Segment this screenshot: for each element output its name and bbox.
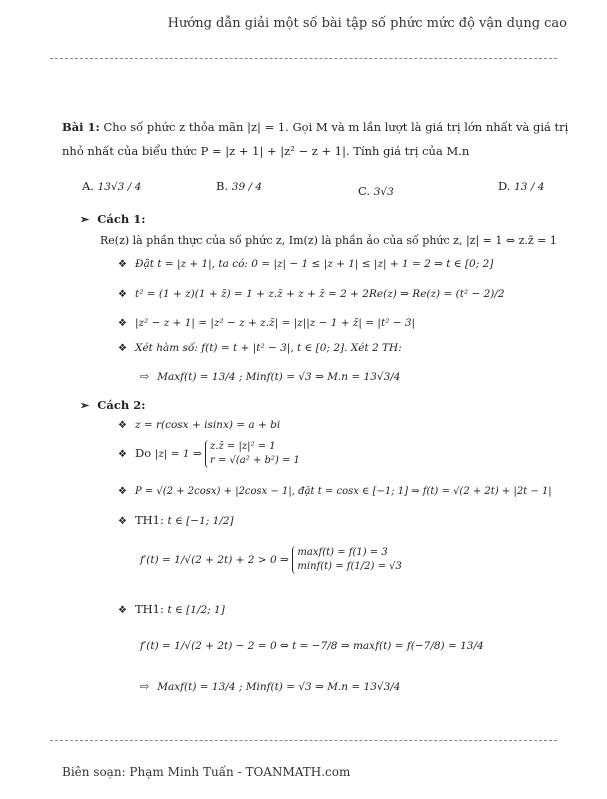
method1-step-1: ❖ Đặt t = |z + 1|, ta có: 0 = |z| − 1 ≤ |z + 1| ≤ |z| + 1 = 2 ⇒ t ∈ [0; 2] xyxy=(118,258,494,270)
method1-intro: Re(z) là phần thực của số phức z, Im(z) là phần ảo của số phức z, |z| = 1 ⇔ z.z̄ = 1 xyxy=(100,234,557,247)
problem-text-1: Cho số phức z thỏa mãn |z| = 1. Gọi M và m lần lượt là giá trị lớn nhất và giá trị xyxy=(103,120,569,134)
arrow-bullet-icon: ➢ xyxy=(80,213,90,226)
method2-case-2-derivative: f′(t) = 1/√(2 + 2t) − 2 = 0 ⇔ t = −7/8 ⇒ maxf(t) = f(−7/8) = 13/4 xyxy=(140,640,484,652)
choice-c-value: 3√3 xyxy=(373,186,394,198)
method1-result: ⇨ Maxf(t) = 13/4 ; Minf(t) = √3 ⇒ M.n = 13√3/4 xyxy=(140,370,401,383)
page-footer: Biên soạn: Phạm Minh Tuấn - TOANMATH.com xyxy=(62,765,351,779)
choice-a-value: 13√3 / 4 xyxy=(97,181,142,193)
diamond-bullet-icon: ❖ xyxy=(118,259,127,270)
implies-arrow-icon: ⇨ xyxy=(140,370,150,383)
method1-step-2: ❖ t² = (1 + z)(1 + z̄) = 1 + z.z̄ + z + z̄ = 2 + 2Re(z) ⇒ Re(z) = (t² − 2)/2 xyxy=(118,288,505,300)
diamond-bullet-icon: ❖ xyxy=(118,420,127,431)
method2-step-1: ❖ z = r(cosx + isinx) = a + bi xyxy=(118,419,281,431)
problem-label: Bài 1: xyxy=(62,120,100,134)
footer-divider xyxy=(50,740,557,741)
method2-result: ⇨ Maxf(t) = 13/4 ; Minf(t) = √3 ⇒ M.n = 13√3/4 xyxy=(140,680,401,693)
choice-b xyxy=(216,180,262,194)
diamond-bullet-icon: ❖ xyxy=(118,486,127,497)
method2-step-2: ❖ Do |z| = 1 ⇒ z.z̄ = |z|² = 1 r = √(a² + b²) = 1 xyxy=(118,441,300,466)
choice-a-label: A. xyxy=(82,179,94,193)
method1-step-3: ❖ |z² − z + 1| = |z² − z + z.z̄| = |z||z − 1 + z̄| = |t² − 3| xyxy=(118,317,416,329)
choice-c xyxy=(358,185,394,199)
method2-step-3: ❖ P = √(2 + 2cosx) + |2cosx − 1|, đặt t = cosx ∈ [−1; 1] ⇒ f(t) = √(2 + 2t) + |2t − 1| xyxy=(118,486,552,497)
choice-b-value: 39 / 4 xyxy=(231,181,263,193)
choice-b-label: B. xyxy=(216,179,229,193)
method2-heading: ➢ Cách 2: xyxy=(80,398,146,412)
method2-case-1-derivative: f′(t) = 1/√(2 + 2t) + 2 > 0 ⇒ maxf(t) = f(1) = 3 minf(t) = f(1/2) = √3 xyxy=(140,547,402,572)
choice-a xyxy=(82,180,141,194)
diamond-bullet-icon: ❖ xyxy=(118,318,127,329)
problem-text-2: nhỏ nhất của biểu thức P = |z + 1| + |z² − z + 1|. Tính giá trị của M.n xyxy=(62,144,470,158)
choice-c-label: C. xyxy=(358,184,371,198)
choice-d xyxy=(498,180,544,194)
method2-case-1-system: maxf(t) = f(1) = 3 minf(t) = f(1/2) = √3 xyxy=(292,546,401,574)
diamond-bullet-icon: ❖ xyxy=(118,516,127,527)
diamond-bullet-icon: ❖ xyxy=(118,343,127,354)
choice-d-value: 13 / 4 xyxy=(514,181,545,193)
method1-heading: ➢ Cách 1: xyxy=(80,212,146,226)
diamond-bullet-icon: ❖ xyxy=(118,289,127,300)
choice-d-label: D. xyxy=(498,179,511,193)
method2-case-1: ❖ TH1: t ∈ [−1; 1/2] xyxy=(118,513,234,527)
implies-arrow-icon: ⇨ xyxy=(140,680,150,693)
diamond-bullet-icon: ❖ xyxy=(118,449,127,460)
diamond-bullet-icon: ❖ xyxy=(118,605,127,616)
method2-step-2-system: z.z̄ = |z|² = 1 r = √(a² + b²) = 1 xyxy=(205,440,300,468)
problem-line-1 xyxy=(62,121,568,135)
method2-case-2: ❖ TH1: t ∈ [1/2; 1] xyxy=(118,602,225,616)
header-divider xyxy=(50,58,557,59)
method1-step-4: ❖ Xét hàm số: f(t) = t + |t² − 3|, t ∈ [0; 2]. Xét 2 TH: xyxy=(118,342,402,354)
arrow-bullet-icon: ➢ xyxy=(80,399,90,412)
page-header: Hướng dẫn giải một số bài tập số phức mức độ vận dụng cao xyxy=(167,16,567,31)
